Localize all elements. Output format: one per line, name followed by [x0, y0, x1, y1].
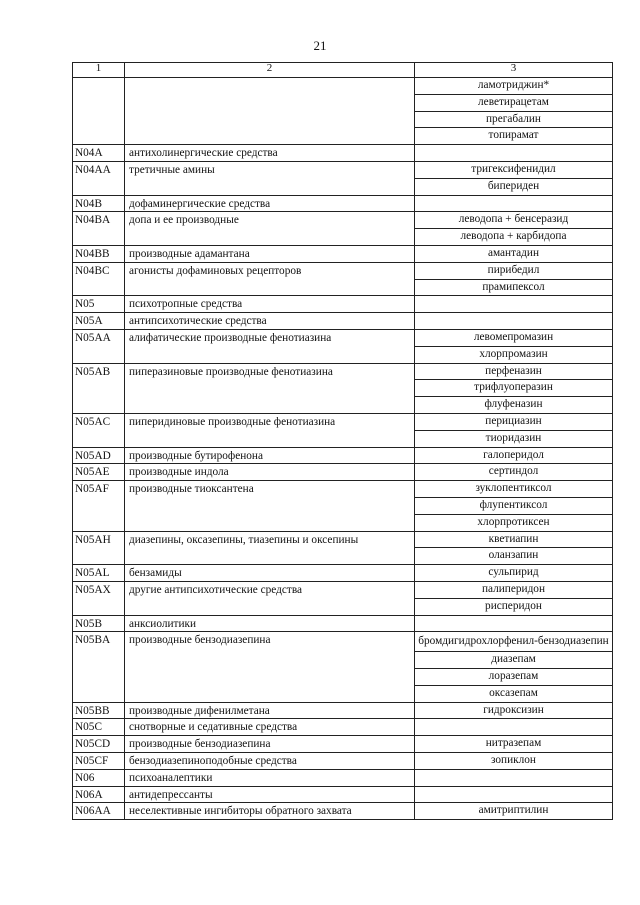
atc-code	[73, 78, 125, 145]
drug-list	[415, 296, 613, 313]
drug-name: палиперидон	[481, 582, 546, 595]
group-name: бензодиазепиноподобные средства	[125, 753, 415, 770]
group-name	[125, 78, 415, 145]
drug-name: зуклопентиксол	[475, 482, 552, 495]
drug-list	[415, 565, 613, 582]
drug-name: бромдигидрохлорфенил-бензодиазепин	[418, 635, 609, 648]
group-name: производные бензодиазепина	[125, 736, 415, 753]
group-name: производные дифенилметана	[125, 702, 415, 719]
drug-name: левомепромазин	[473, 330, 554, 343]
drug-table	[72, 62, 613, 820]
group-name: антихолинергические средства	[125, 145, 415, 162]
atc-code: N05	[73, 296, 125, 313]
group-name: другие антипсихотические средства	[125, 581, 415, 615]
group-name: производные индола	[125, 464, 415, 481]
drug-list	[415, 262, 613, 296]
empty-drug-cell	[415, 145, 612, 161]
group-name: диазепины, оксазепины, тиазепины и оксепины	[125, 531, 415, 565]
group-name: производные бензодиазепина	[125, 632, 415, 702]
atc-code: N04BA	[73, 212, 125, 246]
atc-code: N05BA	[73, 632, 125, 702]
atc-code: N04B	[73, 195, 125, 212]
table-row	[73, 464, 613, 481]
drug-list	[415, 464, 613, 481]
drug-name: тиоридазин	[415, 430, 612, 447]
drug-list	[415, 632, 613, 702]
drug-name: сульпирид	[488, 566, 539, 579]
group-name: третичные амины	[125, 161, 415, 195]
drug-name: трифлуоперазин	[415, 379, 612, 396]
atc-code: N05AE	[73, 464, 125, 481]
drug-list	[415, 195, 613, 212]
empty-drug-cell	[415, 196, 612, 212]
table-row	[73, 531, 613, 565]
group-name: бензамиды	[125, 565, 415, 582]
table-row	[73, 481, 613, 531]
empty-drug-cell	[415, 616, 612, 632]
drug-name: тригексифенидил	[471, 162, 556, 175]
group-name: допа и ее производные	[125, 212, 415, 246]
group-name: психотропные средства	[125, 296, 415, 313]
column-header-2: 2	[125, 63, 415, 78]
drug-name: рисперидон	[415, 598, 612, 615]
group-name: производные адамантана	[125, 245, 415, 262]
atc-code: N05A	[73, 313, 125, 330]
drug-list	[415, 413, 613, 447]
table-row	[73, 736, 613, 753]
table-row	[73, 565, 613, 582]
drug-name: сертиндол	[488, 465, 539, 478]
drug-name: прамипексол	[415, 279, 612, 296]
atc-code: N06A	[73, 786, 125, 803]
atc-code: N05CF	[73, 753, 125, 770]
table-row	[73, 363, 613, 413]
drug-name: пирибедил	[487, 263, 540, 276]
drug-name: галоперидол	[483, 448, 544, 461]
drug-list	[415, 719, 613, 736]
drug-list	[415, 145, 613, 162]
atc-code: N05BB	[73, 702, 125, 719]
group-name: производные бутирофенона	[125, 447, 415, 464]
drug-name: бипериден	[415, 178, 612, 195]
drug-name: флупентиксол	[415, 497, 612, 514]
drug-list	[415, 786, 613, 803]
drug-name: кветиапин	[488, 532, 539, 545]
drug-name: леводопа + карбидопа	[415, 228, 612, 245]
group-name: пиперидиновые производные фенотиазина	[125, 413, 415, 447]
drug-name: амитриптилин	[478, 804, 549, 817]
drug-list	[415, 447, 613, 464]
atc-code: N04BB	[73, 245, 125, 262]
table-row	[73, 413, 613, 447]
atc-code: N05AB	[73, 363, 125, 413]
table-row	[73, 313, 613, 330]
drug-list	[415, 581, 613, 615]
drug-list	[415, 245, 613, 262]
drug-list	[415, 615, 613, 632]
atc-code: N05AX	[73, 581, 125, 615]
group-name: алифатические производные фенотиазина	[125, 329, 415, 363]
table-row	[73, 195, 613, 212]
drug-name: оланзапин	[415, 547, 612, 564]
atc-code: N05AA	[73, 329, 125, 363]
drug-name: нитразепам	[485, 737, 542, 750]
column-header-3: 3	[415, 63, 613, 78]
drug-name: флуфеназин	[415, 396, 612, 413]
atc-code: N06AA	[73, 803, 125, 820]
table-row	[73, 329, 613, 363]
table-row	[73, 262, 613, 296]
drug-name: топирамат	[415, 127, 612, 144]
atc-code: N05AH	[73, 531, 125, 565]
drug-list	[415, 531, 613, 565]
group-name: производные тиоксантена	[125, 481, 415, 531]
table-row	[73, 803, 613, 820]
table-row	[73, 702, 613, 719]
table-row	[73, 719, 613, 736]
table-row	[73, 753, 613, 770]
table-row	[73, 447, 613, 464]
drug-name: лоразепам	[415, 668, 612, 685]
drug-list	[415, 481, 613, 531]
empty-drug-cell	[415, 313, 612, 329]
atc-code: N06	[73, 769, 125, 786]
group-name: анксиолитики	[125, 615, 415, 632]
drug-list	[415, 212, 613, 246]
drug-list	[415, 363, 613, 413]
atc-code: N05AC	[73, 413, 125, 447]
table-body	[73, 78, 613, 820]
drug-list	[415, 78, 613, 145]
table-row	[73, 581, 613, 615]
table-row	[73, 769, 613, 786]
empty-drug-cell	[415, 770, 612, 786]
atc-code: N05AL	[73, 565, 125, 582]
drug-list	[415, 161, 613, 195]
drug-list	[415, 736, 613, 753]
drug-name: амантадин	[487, 246, 540, 259]
drug-name: хлорпротиксен	[415, 514, 612, 531]
group-name: антипсихотические средства	[125, 313, 415, 330]
empty-drug-cell	[415, 787, 612, 803]
drug-list	[415, 803, 613, 820]
group-name: антидепрессанты	[125, 786, 415, 803]
group-name: снотворные и седативные средства	[125, 719, 415, 736]
drug-list	[415, 702, 613, 719]
table-row	[73, 632, 613, 702]
atc-code: N04BC	[73, 262, 125, 296]
column-header-1: 1	[73, 63, 125, 78]
drug-name: диазепам	[415, 651, 612, 668]
drug-name: перфеназин	[485, 364, 542, 377]
atc-code: N05C	[73, 719, 125, 736]
drug-name: леводопа + бенсеразид	[458, 213, 569, 226]
drug-list	[415, 769, 613, 786]
group-name: агонисты дофаминовых рецепторов	[125, 262, 415, 296]
drug-name: зопиклон	[491, 754, 536, 767]
drug-name: прегабалин	[415, 111, 612, 128]
atc-code: N05CD	[73, 736, 125, 753]
table-row	[73, 786, 613, 803]
atc-code: N04AA	[73, 161, 125, 195]
empty-drug-cell	[415, 296, 612, 312]
drug-list	[415, 329, 613, 363]
page-number: 21	[313, 38, 327, 53]
drug-name: оксазепам	[415, 685, 612, 702]
atc-code: N04A	[73, 145, 125, 162]
drug-name: леветирацетам	[415, 94, 612, 111]
table-row	[73, 615, 613, 632]
table-row	[73, 161, 613, 195]
atc-code: N05AF	[73, 481, 125, 531]
drug-name: перициазин	[485, 414, 542, 427]
atc-code: N05B	[73, 615, 125, 632]
atc-code: N05AD	[73, 447, 125, 464]
group-name: психоаналептики	[125, 769, 415, 786]
group-name: дофаминергические средства	[125, 195, 415, 212]
drug-name: гидроксизин	[483, 703, 544, 716]
drug-name: хлорпромазин	[415, 346, 612, 363]
table-row	[73, 78, 613, 145]
table-row	[73, 296, 613, 313]
group-name: пиперазиновые производные фенотиазина	[125, 363, 415, 413]
table-row	[73, 212, 613, 246]
empty-drug-cell	[415, 719, 612, 735]
group-name: неселективные ингибиторы обратного захвата	[125, 803, 415, 820]
drug-list	[415, 753, 613, 770]
table-header	[73, 63, 613, 78]
table-row	[73, 245, 613, 262]
table-row	[73, 145, 613, 162]
drug-name: ламотриджин*	[477, 79, 550, 91]
drug-list	[415, 313, 613, 330]
